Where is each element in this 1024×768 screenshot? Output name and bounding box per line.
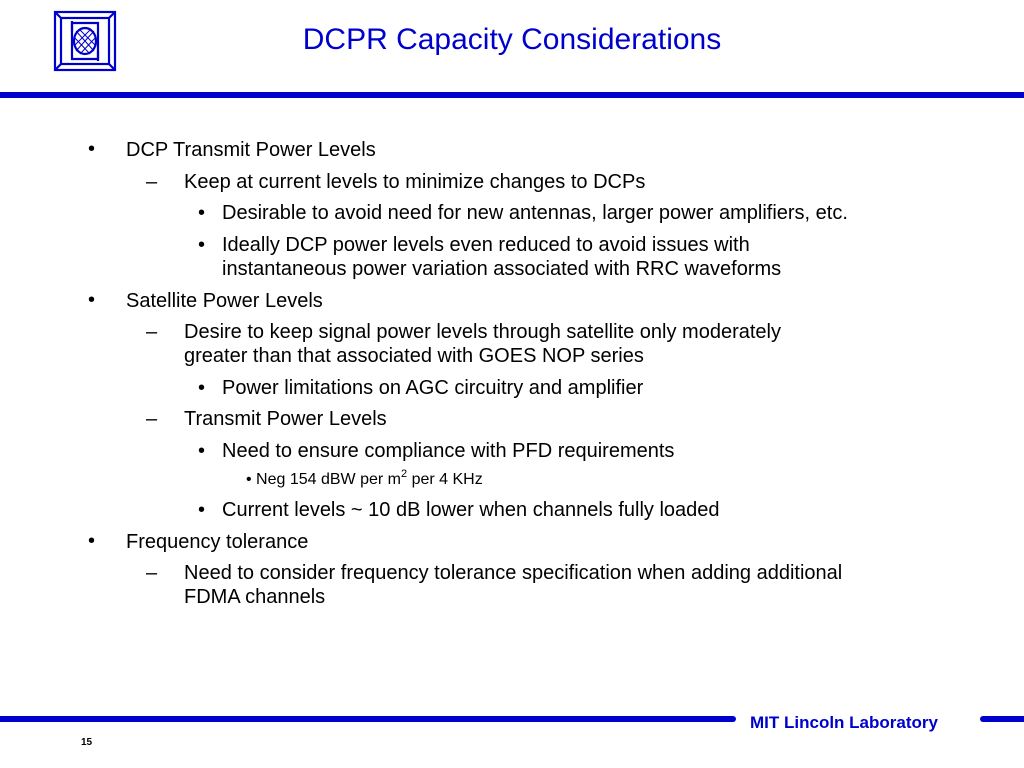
sub-bullet-keep-current-levels: Keep at current levels to minimize changes to DCPs: [184, 171, 646, 193]
bullet-dot-small: •: [198, 440, 206, 462]
sub-bullet-desire-signal-power-line1: Desire to keep signal power levels through satellite only moderately: [184, 321, 781, 343]
item-pfd-compliance: Need to ensure compliance with PFD requirements: [222, 440, 675, 462]
bullet-dcp-transmit-power-levels: DCP Transmit Power Levels: [126, 139, 376, 161]
item-current-levels-10db-lower: Current levels ~ 10 dB lower when channels fully loaded: [222, 499, 720, 521]
bullet-dot-small: •: [198, 377, 206, 399]
bullet-dot: •: [88, 289, 96, 311]
dash-marker: –: [146, 562, 158, 584]
bullet-dot-tiny: •: [246, 471, 257, 488]
item-agc-power-limitations: Power limitations on AGC circuitry and amplifier: [222, 377, 644, 399]
bullet-satellite-power-levels: Satellite Power Levels: [126, 290, 323, 312]
bullet-dot: •: [88, 530, 96, 552]
sub-bullet-frequency-tolerance-spec-line1: Need to consider frequency tolerance specification when adding additional: [184, 562, 843, 584]
bullet-dot-small: •: [198, 202, 206, 224]
bullet-dot: •: [88, 138, 96, 160]
dash-marker: –: [146, 321, 158, 343]
footer-divider-left: [0, 716, 736, 722]
item-neg-154-dbw: [246, 470, 483, 490]
footer-divider-right: [980, 716, 1024, 722]
pfd-limit-superscript: 2: [401, 468, 408, 480]
sub-bullet-transmit-power-levels: Transmit Power Levels: [184, 408, 387, 430]
dash-marker: –: [146, 171, 158, 193]
bullet-dot-small: •: [198, 234, 206, 256]
item-avoid-new-antennas: Desirable to avoid need for new antennas, larger power amplifiers, etc.: [222, 202, 848, 224]
bullet-dot-small: •: [198, 499, 206, 521]
item-reduce-power-levels-line2: instantaneous power variation associated with RRC waveforms: [222, 258, 782, 280]
pfd-limit-suffix: per 4 KHz: [407, 471, 483, 488]
footer-lab-name: MIT Lincoln Laboratory: [750, 713, 938, 732]
bullet-frequency-tolerance: Frequency tolerance: [126, 531, 309, 553]
slide-title: DCPR Capacity Considerations: [302, 23, 722, 56]
item-reduce-power-levels-line1: Ideally DCP power levels even reduced to avoid issues with: [222, 234, 750, 256]
dash-marker: –: [146, 408, 158, 430]
page-number: 15: [81, 737, 93, 748]
sub-bullet-frequency-tolerance-spec-line2: FDMA channels: [184, 586, 326, 608]
sub-bullet-desire-signal-power-line2: greater than that associated with GOES NOP series: [184, 345, 644, 367]
pfd-limit-prefix: Neg 154 dBW per m: [256, 471, 401, 488]
